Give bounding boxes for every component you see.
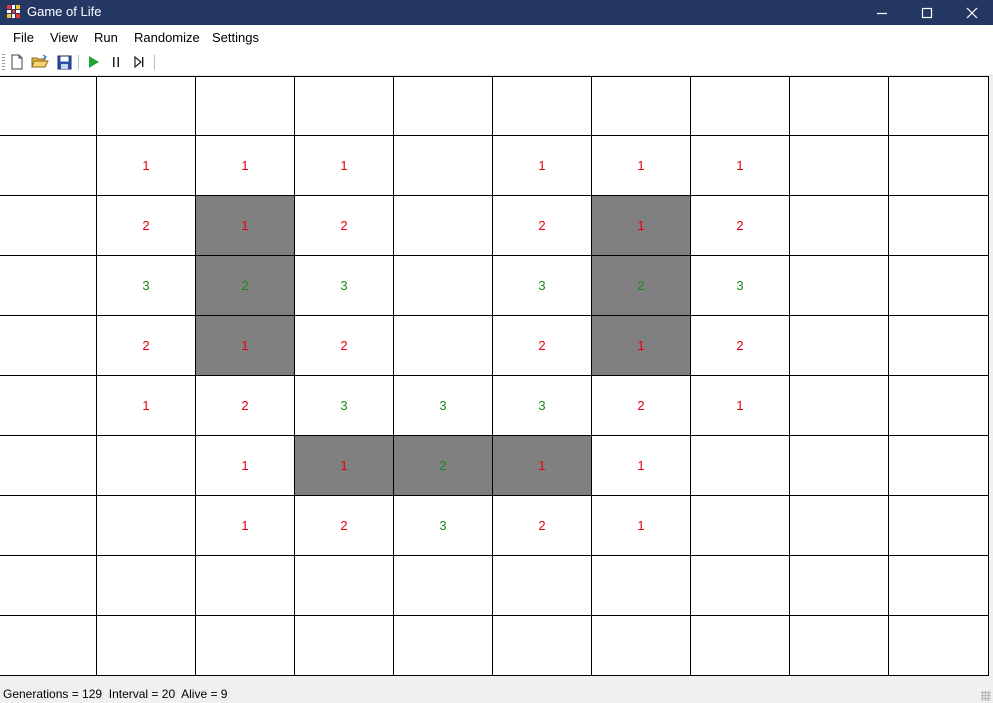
grid-cell[interactable] — [97, 316, 196, 376]
grid-cell[interactable] — [691, 436, 790, 496]
grid-cell[interactable] — [592, 616, 691, 676]
resize-grip[interactable] — [981, 691, 991, 701]
menu-view[interactable]: View — [50, 30, 78, 45]
grid-cell[interactable] — [691, 496, 790, 556]
grid-cell[interactable] — [196, 196, 295, 256]
grid-cell[interactable] — [592, 196, 691, 256]
grid-cell[interactable] — [493, 76, 592, 136]
grid-cell[interactable] — [196, 436, 295, 496]
menu-randomize[interactable]: Randomize — [134, 30, 200, 45]
neighbor-count: 3 — [439, 398, 447, 413]
grid-cell[interactable] — [394, 496, 493, 556]
close-icon — [966, 7, 978, 19]
grid-cell[interactable] — [0, 376, 97, 436]
grid-cell[interactable] — [295, 616, 394, 676]
neighbor-count: 1 — [241, 458, 249, 473]
grid-cell[interactable] — [295, 556, 394, 616]
neighbor-count: 2 — [637, 398, 645, 413]
neighbor-count: 1 — [538, 158, 546, 173]
neighbor-count: 2 — [340, 218, 348, 233]
grid-cell[interactable] — [97, 496, 196, 556]
save-icon — [57, 55, 72, 70]
app-icon — [7, 5, 20, 18]
grid-cell[interactable] — [691, 316, 790, 376]
grid-cell[interactable] — [493, 316, 592, 376]
neighbor-count: 2 — [736, 218, 744, 233]
grid-cell[interactable] — [0, 556, 97, 616]
neighbor-count: 1 — [340, 458, 348, 473]
grid-cell[interactable] — [295, 376, 394, 436]
grid-cell[interactable] — [493, 496, 592, 556]
grid-cell[interactable] — [790, 436, 889, 496]
grid-cell[interactable] — [691, 76, 790, 136]
grid-cell[interactable] — [196, 496, 295, 556]
title-bar — [0, 0, 993, 25]
grid-cell[interactable] — [394, 616, 493, 676]
grid-cell[interactable] — [889, 136, 989, 196]
neighbor-count: 3 — [736, 278, 744, 293]
grid-cell[interactable] — [97, 616, 196, 676]
grid-cell[interactable] — [295, 436, 394, 496]
grid-cell[interactable] — [97, 76, 196, 136]
grid-cell[interactable] — [0, 76, 97, 136]
neighbor-count: 2 — [142, 338, 150, 353]
grid-cell[interactable] — [790, 136, 889, 196]
grid-cell[interactable] — [295, 496, 394, 556]
menu-settings[interactable]: Settings — [212, 30, 259, 45]
next-button[interactable] — [129, 52, 149, 72]
grid-cell[interactable] — [0, 616, 97, 676]
neighbor-count: 1 — [241, 218, 249, 233]
maximize-icon — [921, 7, 933, 19]
grid-cell[interactable] — [196, 256, 295, 316]
grid-cell[interactable] — [196, 556, 295, 616]
grid-cell[interactable] — [691, 256, 790, 316]
neighbor-count: 1 — [340, 158, 348, 173]
neighbor-count: 2 — [340, 518, 348, 533]
grid-cell[interactable] — [592, 376, 691, 436]
grid-cell[interactable] — [493, 136, 592, 196]
grid-cell[interactable] — [889, 496, 989, 556]
maximize-button[interactable] — [904, 0, 950, 25]
neighbor-count: 1 — [637, 458, 645, 473]
grid-cell[interactable] — [196, 376, 295, 436]
grid-cell[interactable] — [889, 556, 989, 616]
neighbor-count: 1 — [637, 338, 645, 353]
neighbor-count: 2 — [439, 458, 447, 473]
grid-cell[interactable] — [394, 76, 493, 136]
grid-cell[interactable] — [394, 556, 493, 616]
grid-cell[interactable] — [790, 496, 889, 556]
neighbor-count: 3 — [439, 518, 447, 533]
grid-cell[interactable] — [493, 376, 592, 436]
grid-cell[interactable] — [196, 616, 295, 676]
status-bar — [0, 684, 993, 703]
grid-cell[interactable] — [493, 196, 592, 256]
grid-cell[interactable] — [592, 76, 691, 136]
pause-icon — [110, 56, 122, 68]
grid-cell[interactable] — [691, 196, 790, 256]
grid-cell[interactable] — [394, 316, 493, 376]
toolbar-grip[interactable] — [2, 54, 5, 70]
grid-cell[interactable] — [493, 616, 592, 676]
grid-cell[interactable] — [0, 136, 97, 196]
status-text: Generations = 129 Interval = 20 Alive = 9 — [3, 687, 228, 701]
grid-cell[interactable] — [790, 316, 889, 376]
neighbor-count: 1 — [142, 158, 150, 173]
neighbor-count: 2 — [538, 518, 546, 533]
grid-cell[interactable] — [0, 496, 97, 556]
neighbor-count: 2 — [241, 278, 249, 293]
new-file-icon — [10, 54, 24, 70]
menu-run[interactable]: Run — [94, 30, 118, 45]
neighbor-count: 3 — [340, 398, 348, 413]
toolbar-separator — [154, 55, 155, 70]
grid-cell[interactable] — [691, 136, 790, 196]
neighbor-count: 3 — [538, 278, 546, 293]
grid-cell[interactable] — [592, 316, 691, 376]
grid-cell[interactable] — [790, 256, 889, 316]
grid-cell[interactable] — [97, 136, 196, 196]
new-button[interactable] — [7, 52, 27, 72]
grid-cell[interactable] — [889, 616, 989, 676]
toolbar-separator — [78, 55, 79, 70]
toolbar — [0, 49, 993, 76]
grid-cell[interactable] — [493, 436, 592, 496]
grid-cell[interactable] — [295, 316, 394, 376]
menu-file[interactable]: File — [13, 30, 34, 45]
grid-cell[interactable] — [889, 436, 989, 496]
neighbor-count: 2 — [538, 218, 546, 233]
neighbor-count: 2 — [241, 398, 249, 413]
grid-cell[interactable] — [592, 436, 691, 496]
grid-cell[interactable] — [295, 196, 394, 256]
grid-cell[interactable] — [97, 556, 196, 616]
neighbor-count: 2 — [142, 218, 150, 233]
neighbor-count: 2 — [637, 278, 645, 293]
start-button[interactable] — [83, 52, 103, 72]
grid-cell[interactable] — [196, 316, 295, 376]
grid-cell[interactable] — [394, 436, 493, 496]
grid-cell[interactable] — [394, 376, 493, 436]
grid-cell[interactable] — [790, 556, 889, 616]
grid-cell[interactable] — [295, 256, 394, 316]
grid-cell[interactable] — [592, 556, 691, 616]
neighbor-count: 2 — [538, 338, 546, 353]
grid-cell[interactable] — [97, 376, 196, 436]
grid-cell[interactable] — [0, 436, 97, 496]
grid-cell[interactable] — [790, 196, 889, 256]
grid-cell[interactable] — [889, 256, 989, 316]
grid-cell[interactable] — [196, 136, 295, 196]
grid-cell[interactable] — [0, 196, 97, 256]
menu-bar — [0, 25, 993, 49]
open-button[interactable] — [30, 52, 50, 72]
close-button[interactable] — [949, 0, 993, 25]
grid-cell[interactable] — [97, 256, 196, 316]
grid-cell[interactable] — [493, 256, 592, 316]
life-grid[interactable] — [0, 76, 989, 676]
grid-cell[interactable] — [889, 376, 989, 436]
save-button[interactable] — [54, 52, 74, 72]
grid-cell[interactable] — [196, 76, 295, 136]
grid-cell[interactable] — [394, 256, 493, 316]
neighbor-count: 3 — [142, 278, 150, 293]
grid-cell[interactable] — [493, 556, 592, 616]
neighbor-count: 2 — [736, 338, 744, 353]
grid-cell[interactable] — [790, 76, 889, 136]
grid-cell[interactable] — [97, 196, 196, 256]
grid-cell[interactable] — [592, 136, 691, 196]
grid-cell[interactable] — [0, 256, 97, 316]
neighbor-count: 1 — [142, 398, 150, 413]
window-title: Game of Life — [27, 4, 102, 19]
neighbor-count: 1 — [241, 338, 249, 353]
open-folder-icon — [31, 54, 49, 70]
grid-cell[interactable] — [592, 256, 691, 316]
grid-cell[interactable] — [889, 316, 989, 376]
neighbor-count: 1 — [637, 158, 645, 173]
play-icon — [86, 55, 100, 69]
grid-cell[interactable] — [592, 496, 691, 556]
grid-cell[interactable] — [889, 76, 989, 136]
grid-cell[interactable] — [691, 556, 790, 616]
grid-cell[interactable] — [691, 616, 790, 676]
neighbor-count: 1 — [736, 398, 744, 413]
grid-cell[interactable] — [889, 196, 989, 256]
minimize-icon — [876, 7, 888, 19]
grid-cell[interactable] — [394, 196, 493, 256]
neighbor-count: 1 — [538, 458, 546, 473]
grid-cell[interactable] — [295, 136, 394, 196]
minimize-button[interactable] — [859, 0, 905, 25]
neighbor-count: 3 — [538, 398, 546, 413]
neighbor-count: 3 — [340, 278, 348, 293]
grid-cell[interactable] — [394, 136, 493, 196]
neighbor-count: 1 — [736, 158, 744, 173]
grid-cell[interactable] — [0, 316, 97, 376]
grid-cell[interactable] — [790, 616, 889, 676]
pause-button[interactable] — [106, 52, 126, 72]
grid-cell[interactable] — [691, 376, 790, 436]
neighbor-count: 2 — [340, 338, 348, 353]
neighbor-count: 1 — [241, 158, 249, 173]
neighbor-count: 1 — [241, 518, 249, 533]
grid-cell[interactable] — [790, 376, 889, 436]
step-next-icon — [133, 56, 145, 68]
grid-cell[interactable] — [295, 76, 394, 136]
neighbor-count: 1 — [637, 218, 645, 233]
neighbor-count: 1 — [637, 518, 645, 533]
grid-cell[interactable] — [97, 436, 196, 496]
